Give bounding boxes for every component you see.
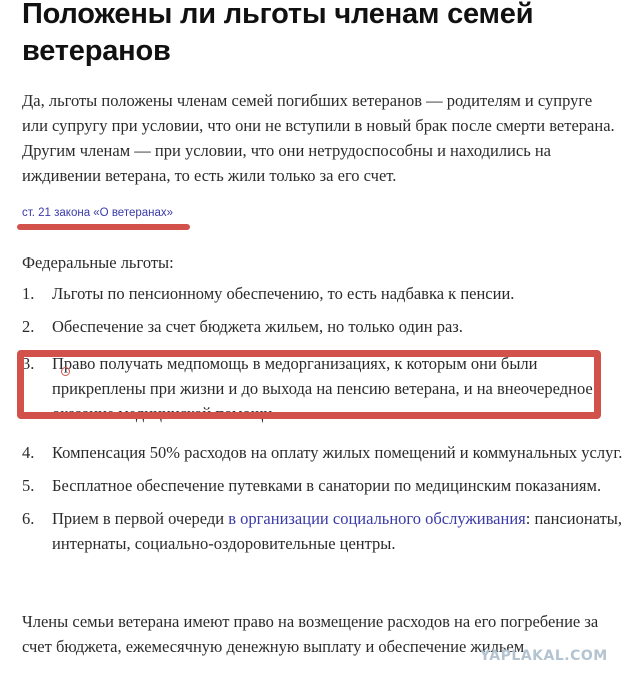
list-text: Льготы по пенсионному обеспечению, то есть надбавка к пенсии. [52, 284, 515, 303]
list-text: Прием в первой очереди [52, 509, 229, 528]
law-source-link[interactable]: ст. 21 закона «О ветеранах» [22, 207, 174, 219]
list-text: Бесплатное обеспечение путевками в санатории по медицинским показаниям. [52, 476, 602, 495]
list-number: 4. [22, 443, 35, 462]
list-item [22, 314, 632, 339]
list-text: : пансионаты, интернаты, социально-оздоровительные центры. [52, 509, 623, 553]
page-title: Положены ли льготы членам семей ветеранов [22, 0, 534, 67]
list-number: 6. [22, 509, 35, 528]
federal-benefits-heading: Федеральные льготы: [22, 253, 174, 272]
list-number: 1. [22, 284, 35, 303]
red-underline-annotation [17, 224, 190, 230]
watermark: YAPLAKAL.COM [480, 648, 608, 664]
intro-paragraph: Да, льготы положены членам семей погибших ветеранов — родителям и супруге или супругу при условии, что они не вступили в новый брак после смерти ветерана. Другим членам — при условии, что они нетрудоспособны и находились на иждивении ветерана, то есть жили только за его счет. [22, 91, 615, 185]
cursor-ring-icon [61, 367, 70, 376]
list-number: 5. [22, 476, 35, 495]
list-number: 3. [22, 354, 35, 373]
benefits-list [22, 281, 632, 564]
outro-paragraph: Члены семьи ветерана имеют право на возмещение расходов на его погребение за счет бюджета, ежемесячную денежную выплату и обеспечение жильем. [22, 612, 599, 656]
list-item [22, 281, 632, 306]
list-text: Право получать медпомощь в медорганизациях, к которым они были прикреплены при жизни и до выхода на пенсию ветерана, и на внеочередное оказание медицинской помощи. [52, 354, 593, 423]
list-item [22, 473, 632, 498]
list-item [22, 440, 632, 465]
list-item [22, 506, 632, 556]
social-services-link[interactable]: в организации социального обслуживания [228, 509, 526, 528]
list-text: Компенсация 50% расходов на оплату жилых помещений и коммунальных услуг. [52, 443, 623, 462]
red-box-annotation [17, 350, 601, 419]
list-text: Обеспечение за счет бюджета жильем, но только один раз. [52, 317, 463, 336]
list-number: 2. [22, 317, 35, 336]
